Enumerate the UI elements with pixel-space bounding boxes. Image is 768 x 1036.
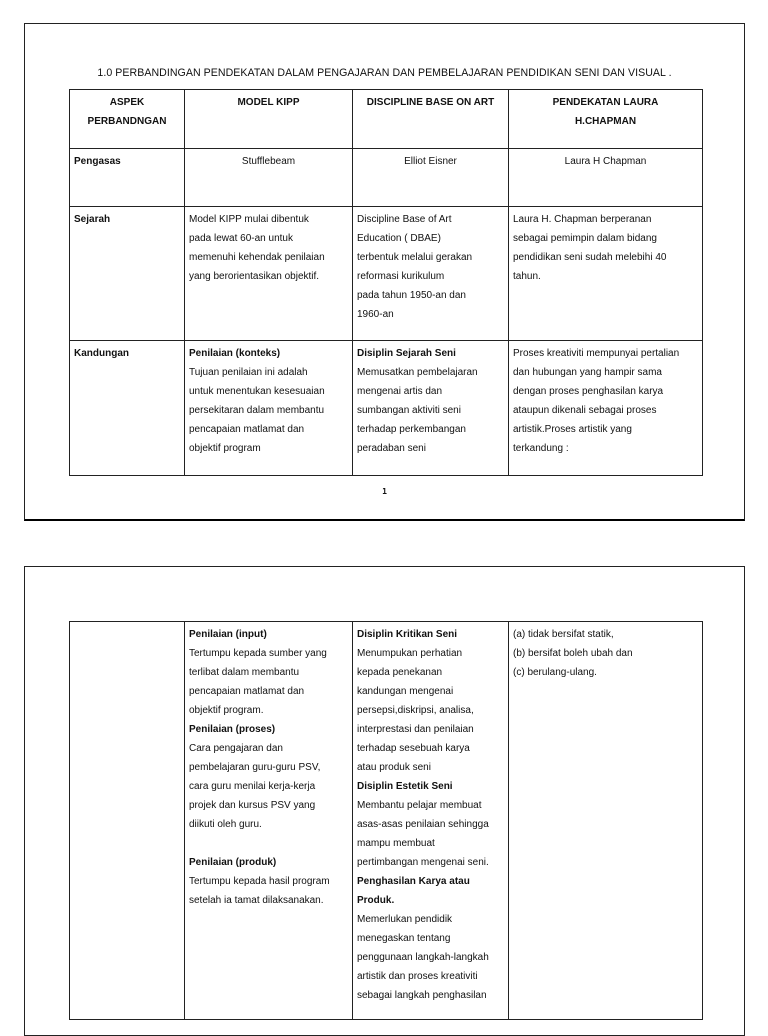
header-dbae: DISCIPLINE BASE ON ART bbox=[353, 90, 509, 149]
document-page-2 bbox=[24, 566, 745, 1036]
row-pengasas bbox=[70, 149, 703, 207]
header-model-kipp: MODEL KIPP bbox=[185, 90, 353, 149]
header-aspek: ASPEK PERBANDNGAN bbox=[70, 90, 185, 149]
row-label-pengasas: Pengasas bbox=[70, 149, 185, 207]
pengasas-chapman: Laura H Chapman bbox=[509, 149, 703, 207]
list-item: (c) berulang-ulang. bbox=[513, 667, 597, 678]
list-item: (a) tidak bersifat statik, bbox=[513, 629, 614, 640]
comparison-table bbox=[69, 89, 703, 476]
sejarah-kipp: Model KIPP mulai dibentuk pada lewat 60-an untuk memenuhi kehendak penilaian yang berorientasikan objektif. bbox=[185, 207, 353, 341]
row-kandungan bbox=[70, 341, 703, 476]
document-page-1 bbox=[24, 23, 745, 521]
kandungan-dbae: Disiplin Sejarah Seni Memusatkan pembelajaran mengenai artis dan sumbangan aktiviti seni terhadap perkembangan peradaban seni bbox=[353, 341, 509, 476]
comparison-table-continued bbox=[69, 621, 703, 1020]
row-label-sejarah: Sejarah bbox=[70, 207, 185, 341]
pengasas-dbae: Elliot Eisner bbox=[353, 149, 509, 207]
kandungan-chapman: Proses kreativiti mempunyai pertalian dan hubungan yang hampir sama dengan proses penghasilan karya ataupun dikenali sebagai proses artistik.Proses artistik yang terkandung : bbox=[509, 341, 703, 476]
sejarah-chapman: Laura H. Chapman berperanan sebagai pemimpin dalam bidang pendidikan seni sudah melebihi 40 tahun. bbox=[509, 207, 703, 341]
header-chapman: PENDEKATAN LAURA H.CHAPMAN bbox=[509, 90, 703, 149]
pengasas-kipp: Stufflebeam bbox=[185, 149, 353, 207]
aspek-empty-cell bbox=[70, 622, 185, 1020]
row-sejarah bbox=[70, 207, 703, 341]
kandungan-kipp-continued: Penilaian (input) Tertumpu kepada sumber yang terlibat dalam membantu pencapaian matlamat dan objektif program. Penilaian (proses) Cara pengajaran dan pembelajaran guru-guru PSV, cara guru menilai kerja-kerja projek dan kursus PSV yang diikuti oleh guru. Penilaian (produk) Tertumpu kepada hasil program setelah ia tamat dilaksanakan. bbox=[185, 622, 353, 1020]
kandungan-chapman-continued bbox=[509, 622, 703, 1020]
row-label-kandungan: Kandungan bbox=[70, 341, 185, 476]
page-number: 1 bbox=[382, 487, 387, 496]
row-kandungan-continued bbox=[70, 622, 703, 1020]
header-row bbox=[70, 90, 703, 149]
list-item: (b) bersifat boleh ubah dan bbox=[513, 648, 633, 659]
sejarah-dbae: Discipline Base of Art Education ( DBAE) terbentuk melalui gerakan reformasi kurikulum pada tahun 1950-an dan 1960-an bbox=[353, 207, 509, 341]
document-title: 1.0 PERBANDINGAN PENDEKATAN DALAM PENGAJARAN DAN PEMBELAJARAN PENDIDIKAN SENI DAN VISUAL . bbox=[97, 67, 672, 79]
kandungan-kipp: Penilaian (konteks) Tujuan penilaian ini adalah untuk menentukan kesesuaian persekitaran dalam membantu pencapaian matlamat dan objektif program bbox=[185, 341, 353, 476]
kandungan-dbae-continued: Disiplin Kritikan Seni Menumpukan perhatian kepada penekanan kandungan mengenai persepsi,diskripsi, analisa, interprestasi dan penilaian terhadap sesebuah karya atau produk seni Disiplin Estetik Seni Membantu pelajar membuat asas-asas penilaian sehingga mampu membuat pertimbangan mengenai seni. Penghasilan Karya atau Produk. Memerlukan pendidik menegaskan tentang penggunaan langkah-langkah artistik dan proses kreativiti sebagai langkah penghasilan bbox=[353, 622, 509, 1020]
